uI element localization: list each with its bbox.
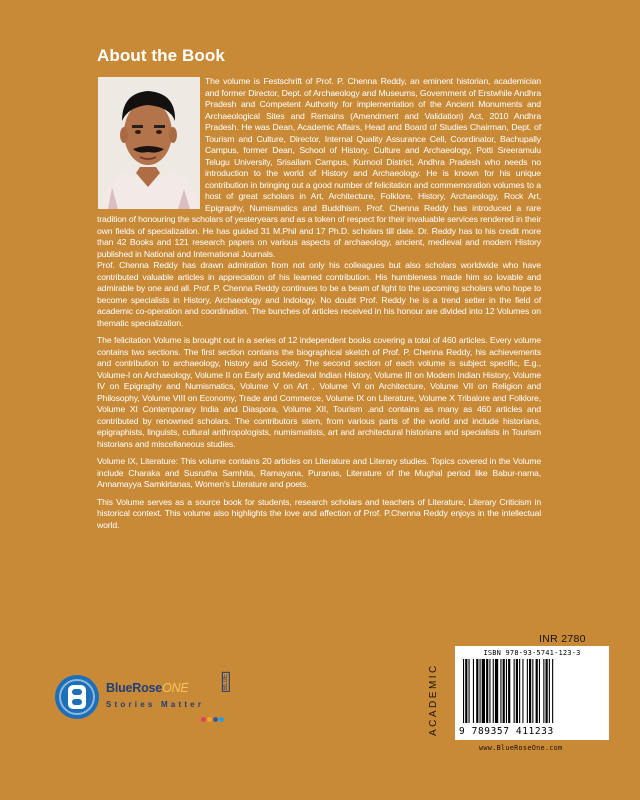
barcode-bar: [463, 659, 464, 723]
book-description: [97, 76, 541, 537]
barcode-bar: [527, 659, 528, 723]
description-paragraph-5: This Volume serves as a source book for students, research scholars and teachers of Literature, Literary Criticism in historical context. This volume also highlights the love and affection of Prof. P.Chenna Reddy enjoys in the intellectual world.: [97, 496, 541, 530]
about-book-heading: About the Book: [97, 46, 225, 65]
barcode-bar: [482, 659, 485, 723]
isbn-text: ISBN 978-93-5741-123-3: [483, 649, 581, 657]
description-paragraph-4: Volume IX, Literature: This volume contains 20 articles on Literature and Literary studies. Topics covered in the Volume include Charaka and Susrutha Samhita, Ramayana, Puranas, Literature of the Mughal period like Babur-nama, Annamayya Samkirtanas, Women's Literature and poets.: [97, 456, 541, 489]
barcode-bar: [486, 659, 488, 723]
barcode-bar: [532, 659, 533, 723]
barcode-bar: [476, 659, 478, 723]
publisher-logo-icon: [52, 672, 102, 722]
category-label: ACADEMIC: [428, 663, 439, 736]
barcode-bar: [543, 659, 544, 723]
barcode-bar: [506, 659, 507, 723]
barcode-bar: [552, 659, 553, 723]
barcode-bar: [539, 659, 540, 723]
barcode-bar: [480, 659, 481, 723]
barcode-bar: [536, 659, 538, 723]
publisher-name-blue: BlueRose: [106, 681, 163, 695]
description-paragraph-1: The volume is Festschrift of Prof. P. Chenna Reddy, an eminent historian, academician and former Director, Dept. of Archaeology and Museums, Government of Erstwhile Andhra Pradesh and Competent Authority for implementation of the Ancient Monuments and Archaeological Sites and Remains (Amendment and Validation) Act, 2010 Andhra Pradesh. He was Dean, Academic Affairs, Head and Board of Studies Chairman, Dept. of Tourism and Culture, Director, Internal Quality Assurance Cell, Coordinator, Bachupally Campus, former Dean, School of History, Culture and Archaeology, Potti Sreeramulu Telugu University, Srisailam Campus, Kurnool District, Andhra Pradesh who needs no introduction to the world of History and Archaeology. He is known for his unique contribution in bringing out a good number of felicitation and commemoration volumes to a host of great scholars in Art, Architecture, Folklore, History, Archaeology, Rock Art, Epigraphy, Numismatics and Buddhism. Prof. Chenna Reddy has introduced a rare tradition of honouring the scholars of yesteryears and as a token of respect for their invaluable services rendered in their own fields of specialization. He has guided 31 M.Phil and 17 Ph.D. scholars till date. Dr. Reddy has to his credit more than 42 Books and 121 research papers on various aspects of archaeology, ancient, medieval and modern History published in National and International Journals.: [97, 76, 541, 259]
publisher-name: [106, 681, 189, 695]
instagram-icon: [201, 717, 206, 722]
social-icons: [201, 709, 225, 727]
rss-icon: [207, 717, 212, 722]
barcode-bar: [465, 659, 467, 723]
barcode-bar: [495, 659, 498, 723]
barcode-bar: [549, 659, 550, 723]
barcode-bar: [508, 659, 510, 723]
facebook-icon: [213, 717, 218, 722]
barcode-bar: [519, 659, 520, 723]
publisher-name-one: ONE: [162, 681, 189, 695]
twitter-icon: [219, 717, 224, 722]
barcode-bar: [469, 659, 470, 723]
barcode-number: 9 789357 411233: [459, 726, 554, 737]
publisher-badge: BLUE: [222, 674, 229, 690]
barcode-bar: [529, 659, 531, 723]
publisher-logo: [52, 672, 252, 722]
publisher-website: www.BlueRoseOne.com: [479, 744, 563, 752]
barcode-bar: [500, 659, 501, 723]
barcode-bar: [473, 659, 474, 723]
price-label: INR 2780: [539, 633, 586, 645]
publisher-tagline: Stories Matter: [106, 700, 205, 709]
barcode-bar: [522, 659, 523, 723]
barcode-bar: [493, 659, 494, 723]
barcode-bar: [503, 659, 505, 723]
portrait-spacer: [97, 76, 205, 208]
barcode-image: [463, 659, 601, 723]
barcode-bar: [489, 659, 490, 723]
barcode-box: [455, 646, 609, 740]
barcode-bar: [546, 659, 548, 723]
description-paragraph-3: The felicitation Volume is brought out in a series of 12 independent books covering a total of 460 articles. Every volume contains two sections. The first section contains the biographical sketch of Prof. P. Chenna Reddy, his achievements and contribution to archaeology, history and Society. The second section of each volume is subject specific, E.g., Volume-I on Archaeology, Volume II on Early and Medieval Indian History, Volume III on Modern Indian History, Volume IV on Epigraphy and Numismatics, Volume V on Art , Volume VI on Architecture, Volume VII on Religion and Philosophy, Volume VIII on Economy, Trade and Commerce, Volume IX on Literature, Volume X Tribalore and Folklore, Volume XI Contemporary India and Diaspora, Volume XII, Tourism .and contains as many as 460 articles and contributed by renowned scholars. The contributors stem, from various parts of the world and include historians, epigraphists, linguists, cultural anthropologists, numismatists, art and architectural historians and specialists in Tourism historians and miscellaneous studies.: [97, 335, 541, 449]
barcode-bar: [516, 659, 518, 723]
description-paragraph-2: Prof. Chenna Reddy has drawn admiration from not only his colleagues but also scholars worldwide who have contributed valuable articles in appreciation of his learned contribution. His humbleness made him so lovable and admirable by one and all. Prof. P. Chenna Reddy continues to be a beam of light to the upcoming scholars who hope to become specialists in History, Archaeology and Indology. No doubt Prof. Reddy he is a trend setter in the field of academic co-operation and coordination. The bunches of articles received in his honour are divided into 12 Volumes on thematic specialization.: [97, 260, 541, 328]
barcode-bar: [514, 659, 515, 723]
